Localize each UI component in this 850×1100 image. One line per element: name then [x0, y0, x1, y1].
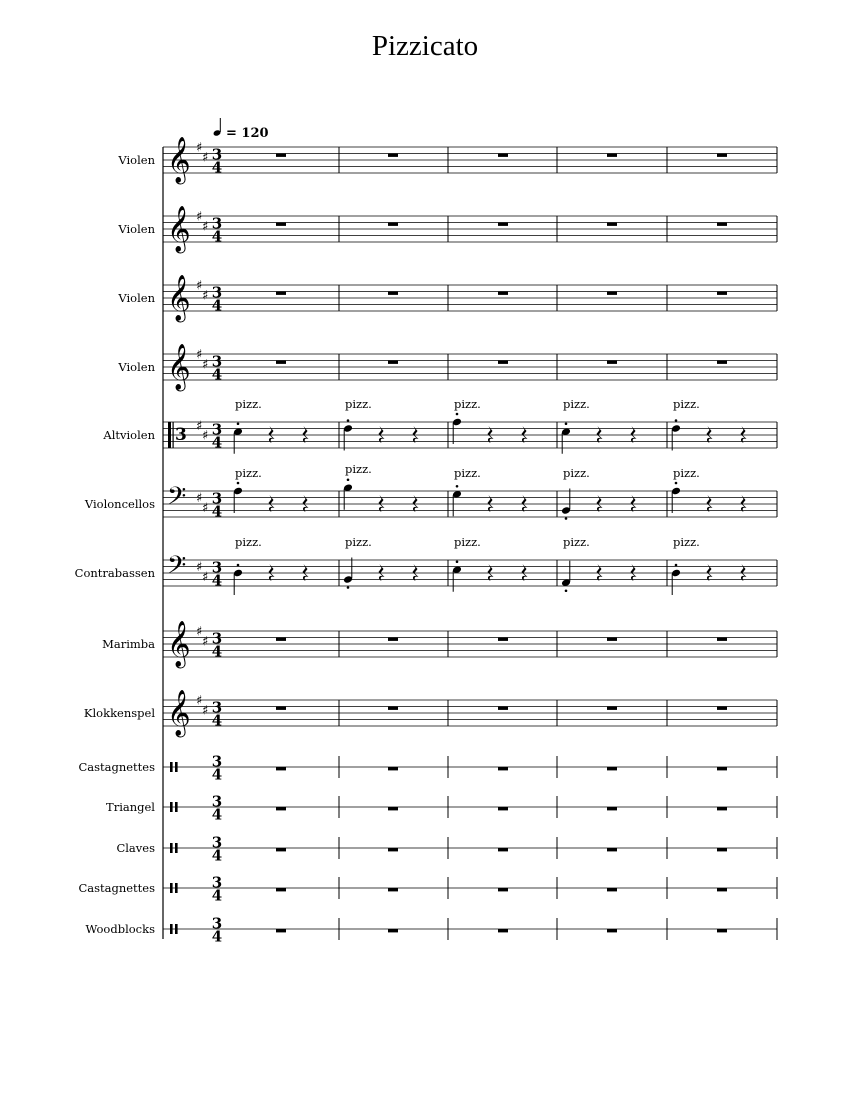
whole-rest — [717, 707, 727, 710]
whole-rest — [607, 638, 617, 641]
pizz-marking: pizz. — [454, 535, 481, 549]
whole-rest — [498, 848, 508, 851]
whole-rest — [498, 154, 508, 157]
staccato-dot — [565, 517, 568, 520]
percussion-clef-icon — [170, 924, 173, 934]
time-signature-bottom: 4 — [211, 571, 223, 590]
whole-rest — [388, 929, 398, 932]
whole-rest — [276, 929, 286, 932]
time-signature-top: 3 — [211, 752, 223, 771]
time-signature-top: 3 — [211, 792, 223, 811]
sharp-icon: ♯ — [196, 209, 203, 225]
pizz-marking: pizz. — [673, 466, 700, 480]
staccato-dot — [347, 586, 350, 589]
staff-contrabassen — [75, 535, 777, 595]
staff-name: Violen — [118, 222, 155, 236]
whole-rest — [276, 848, 286, 851]
pizzicato-note — [561, 561, 571, 592]
time-signature-bottom: 4 — [211, 886, 223, 905]
whole-rest — [276, 223, 286, 226]
sharp-icon: ♯ — [196, 693, 203, 709]
staccato-dot — [237, 564, 240, 567]
sharp-icon: ♯ — [202, 219, 209, 235]
whole-rest — [388, 361, 398, 364]
whole-rest — [388, 807, 398, 810]
percussion-clef-icon — [170, 802, 173, 812]
time-signature-top: 3 — [211, 873, 223, 892]
whole-rest — [276, 154, 286, 157]
staff-violen — [117, 275, 777, 323]
staccato-dot — [675, 482, 678, 485]
sharp-icon: ♯ — [196, 624, 203, 640]
whole-rest — [498, 638, 508, 641]
time-signature-bottom: 4 — [211, 805, 223, 824]
time-signature-bottom: 4 — [211, 433, 223, 452]
treble-clef-icon: 𝄞 — [167, 206, 191, 252]
time-signature-top: 3 — [211, 283, 223, 302]
staff-name: Claves — [116, 841, 155, 855]
staff-name: Violen — [118, 291, 155, 305]
pizz-marking: pizz. — [345, 462, 372, 476]
whole-rest — [276, 888, 286, 891]
whole-rest — [607, 292, 617, 295]
staccato-dot — [675, 419, 678, 422]
sharp-icon: ♯ — [196, 491, 203, 506]
staff-woodblocks — [85, 915, 777, 946]
treble-clef-icon: 𝄞 — [167, 690, 191, 736]
whole-rest — [717, 807, 727, 810]
treble-clef-icon: 𝄞 — [167, 344, 191, 390]
whole-rest — [717, 361, 727, 364]
whole-rest — [717, 848, 727, 851]
alto-clef-icon — [173, 422, 174, 448]
percussion-clef-icon — [170, 843, 173, 853]
staff-claves — [116, 834, 777, 865]
staccato-dot — [565, 589, 568, 592]
staff-name: Violoncellos — [84, 497, 155, 511]
whole-rest — [717, 154, 727, 157]
sharp-icon: ♯ — [196, 418, 203, 434]
treble-clef-icon: 𝄞 — [167, 275, 191, 321]
whole-rest — [717, 292, 727, 295]
sharp-icon: ♯ — [202, 500, 209, 516]
bass-clef-icon: 𝄢 — [167, 482, 187, 517]
staff-name: Castagnettes — [78, 760, 155, 774]
whole-rest — [388, 848, 398, 851]
whole-rest — [717, 929, 727, 932]
bass-clef-icon: 𝄢 — [167, 551, 187, 586]
pizz-marking: pizz. — [563, 535, 590, 549]
whole-rest — [498, 361, 508, 364]
staff-violen — [117, 344, 777, 392]
time-signature-top: 3 — [211, 833, 223, 852]
time-signature-bottom: 4 — [211, 642, 223, 661]
sharp-icon: ♯ — [196, 140, 203, 156]
staff-name: Klokkenspel — [83, 706, 155, 720]
whole-rest — [498, 767, 508, 770]
pizz-marking: pizz. — [563, 466, 590, 480]
time-signature-bottom: 4 — [211, 296, 223, 315]
tempo-marking — [213, 118, 269, 141]
time-signature-bottom: 4 — [211, 227, 223, 246]
staccato-dot — [456, 485, 459, 488]
time-signature-top: 3 — [211, 698, 223, 717]
whole-rest — [276, 767, 286, 770]
whole-rest — [607, 223, 617, 226]
pizzicato-note — [343, 478, 353, 509]
staff-violen — [117, 206, 777, 254]
staff-name: Woodblocks — [85, 922, 155, 936]
whole-rest — [276, 292, 286, 295]
staff-name: Violen — [118, 153, 155, 167]
percussion-clef-icon — [170, 883, 173, 893]
whole-rest — [717, 767, 727, 770]
staccato-dot — [675, 564, 678, 567]
staccato-dot — [347, 419, 350, 422]
staccato-dot — [565, 422, 568, 425]
pizzicato-note — [452, 485, 462, 516]
percussion-clef-icon — [175, 802, 178, 812]
pizz-marking: pizz. — [673, 397, 700, 411]
sharp-icon: ♯ — [202, 703, 209, 719]
whole-rest — [607, 929, 617, 932]
whole-rest — [498, 707, 508, 710]
whole-rest — [388, 154, 398, 157]
whole-rest — [498, 807, 508, 810]
whole-rest — [607, 807, 617, 810]
staff-name: Violen — [118, 360, 155, 374]
pizz-marking: pizz. — [345, 535, 372, 549]
time-signature-bottom: 4 — [211, 158, 223, 177]
staff-violoncellos — [84, 462, 777, 521]
whole-rest — [388, 223, 398, 226]
whole-rest — [498, 223, 508, 226]
time-signature-top: 3 — [211, 629, 223, 648]
time-signature-top: 3 — [211, 420, 223, 439]
whole-rest — [717, 223, 727, 226]
whole-rest — [276, 638, 286, 641]
alto-clef-icon: 3 — [175, 425, 187, 445]
pizz-marking: pizz. — [454, 466, 481, 480]
time-signature-top: 3 — [211, 145, 223, 164]
staccato-dot — [456, 413, 459, 416]
treble-clef-icon: 𝄞 — [167, 137, 191, 183]
score-title: Pizzicato — [371, 30, 479, 62]
staff-marimba — [102, 621, 777, 669]
staccato-dot — [347, 478, 350, 481]
whole-rest — [717, 888, 727, 891]
staccato-dot — [237, 482, 240, 485]
whole-rest — [607, 154, 617, 157]
pizz-marking: pizz. — [454, 397, 481, 411]
whole-rest — [388, 888, 398, 891]
staff-name: Contrabassen — [74, 566, 155, 580]
staff-name: Castagnettes — [78, 881, 155, 895]
whole-rest — [388, 292, 398, 295]
time-signature-bottom: 4 — [211, 765, 223, 784]
pizz-marking: pizz. — [673, 535, 700, 549]
time-signature-bottom: 4 — [211, 846, 223, 865]
whole-rest — [607, 361, 617, 364]
time-signature-bottom: 4 — [211, 711, 223, 730]
pizzicato-note — [561, 422, 571, 453]
whole-rest — [276, 807, 286, 810]
sharp-icon: ♯ — [202, 150, 209, 166]
percussion-clef-icon — [175, 924, 178, 934]
whole-rest — [498, 292, 508, 295]
pizz-marking: pizz. — [235, 535, 262, 549]
whole-rest — [607, 888, 617, 891]
pizz-marking: pizz. — [235, 466, 262, 480]
sharp-icon: ♯ — [196, 560, 203, 575]
staff-name: Marimba — [102, 637, 155, 651]
sharp-icon: ♯ — [196, 347, 203, 363]
whole-rest — [607, 848, 617, 851]
staff-name: Altviolen — [103, 428, 155, 442]
staff-altviolen — [102, 397, 777, 454]
whole-rest — [276, 361, 286, 364]
pizzicato-note — [233, 422, 243, 453]
pizz-marking: pizz. — [235, 397, 262, 411]
sharp-icon: ♯ — [196, 278, 203, 294]
staff-klokkenspel — [84, 690, 777, 738]
whole-rest — [388, 638, 398, 641]
tempo-text: = 120 — [226, 126, 269, 141]
whole-rest — [607, 707, 617, 710]
staff-name: Triangel — [106, 800, 155, 814]
sharp-icon: ♯ — [202, 288, 209, 304]
staff-triangel — [106, 793, 777, 824]
whole-rest — [498, 888, 508, 891]
time-signature-top: 3 — [211, 352, 223, 371]
pizz-marking: pizz. — [563, 397, 590, 411]
time-signature-bottom: 4 — [211, 502, 223, 521]
pizz-marking: pizz. — [345, 397, 372, 411]
time-signature-bottom: 4 — [211, 365, 223, 384]
pizzicato-note — [452, 560, 462, 591]
whole-rest — [388, 767, 398, 770]
treble-clef-icon: 𝄞 — [167, 621, 191, 667]
whole-rest — [717, 638, 727, 641]
whole-rest — [607, 767, 617, 770]
sharp-icon: ♯ — [202, 569, 209, 585]
sharp-icon: ♯ — [202, 428, 209, 444]
staff-castagnettes — [78, 874, 777, 905]
percussion-clef-icon — [175, 843, 178, 853]
whole-rest — [276, 707, 286, 710]
time-signature-top: 3 — [211, 558, 223, 577]
time-signature-bottom: 4 — [211, 927, 223, 946]
staff-castagnettes — [78, 753, 777, 784]
sharp-icon: ♯ — [202, 634, 209, 650]
staccato-dot — [456, 560, 459, 563]
whole-rest — [388, 707, 398, 710]
staccato-dot — [237, 422, 240, 425]
time-signature-top: 3 — [211, 489, 223, 508]
alto-clef-icon — [168, 422, 171, 448]
percussion-clef-icon — [175, 883, 178, 893]
percussion-clef-icon — [170, 762, 173, 772]
time-signature-top: 3 — [211, 214, 223, 233]
percussion-clef-icon — [175, 762, 178, 772]
whole-rest — [498, 929, 508, 932]
time-signature-top: 3 — [211, 914, 223, 933]
staff-violen — [117, 137, 777, 185]
sharp-icon: ♯ — [202, 357, 209, 373]
